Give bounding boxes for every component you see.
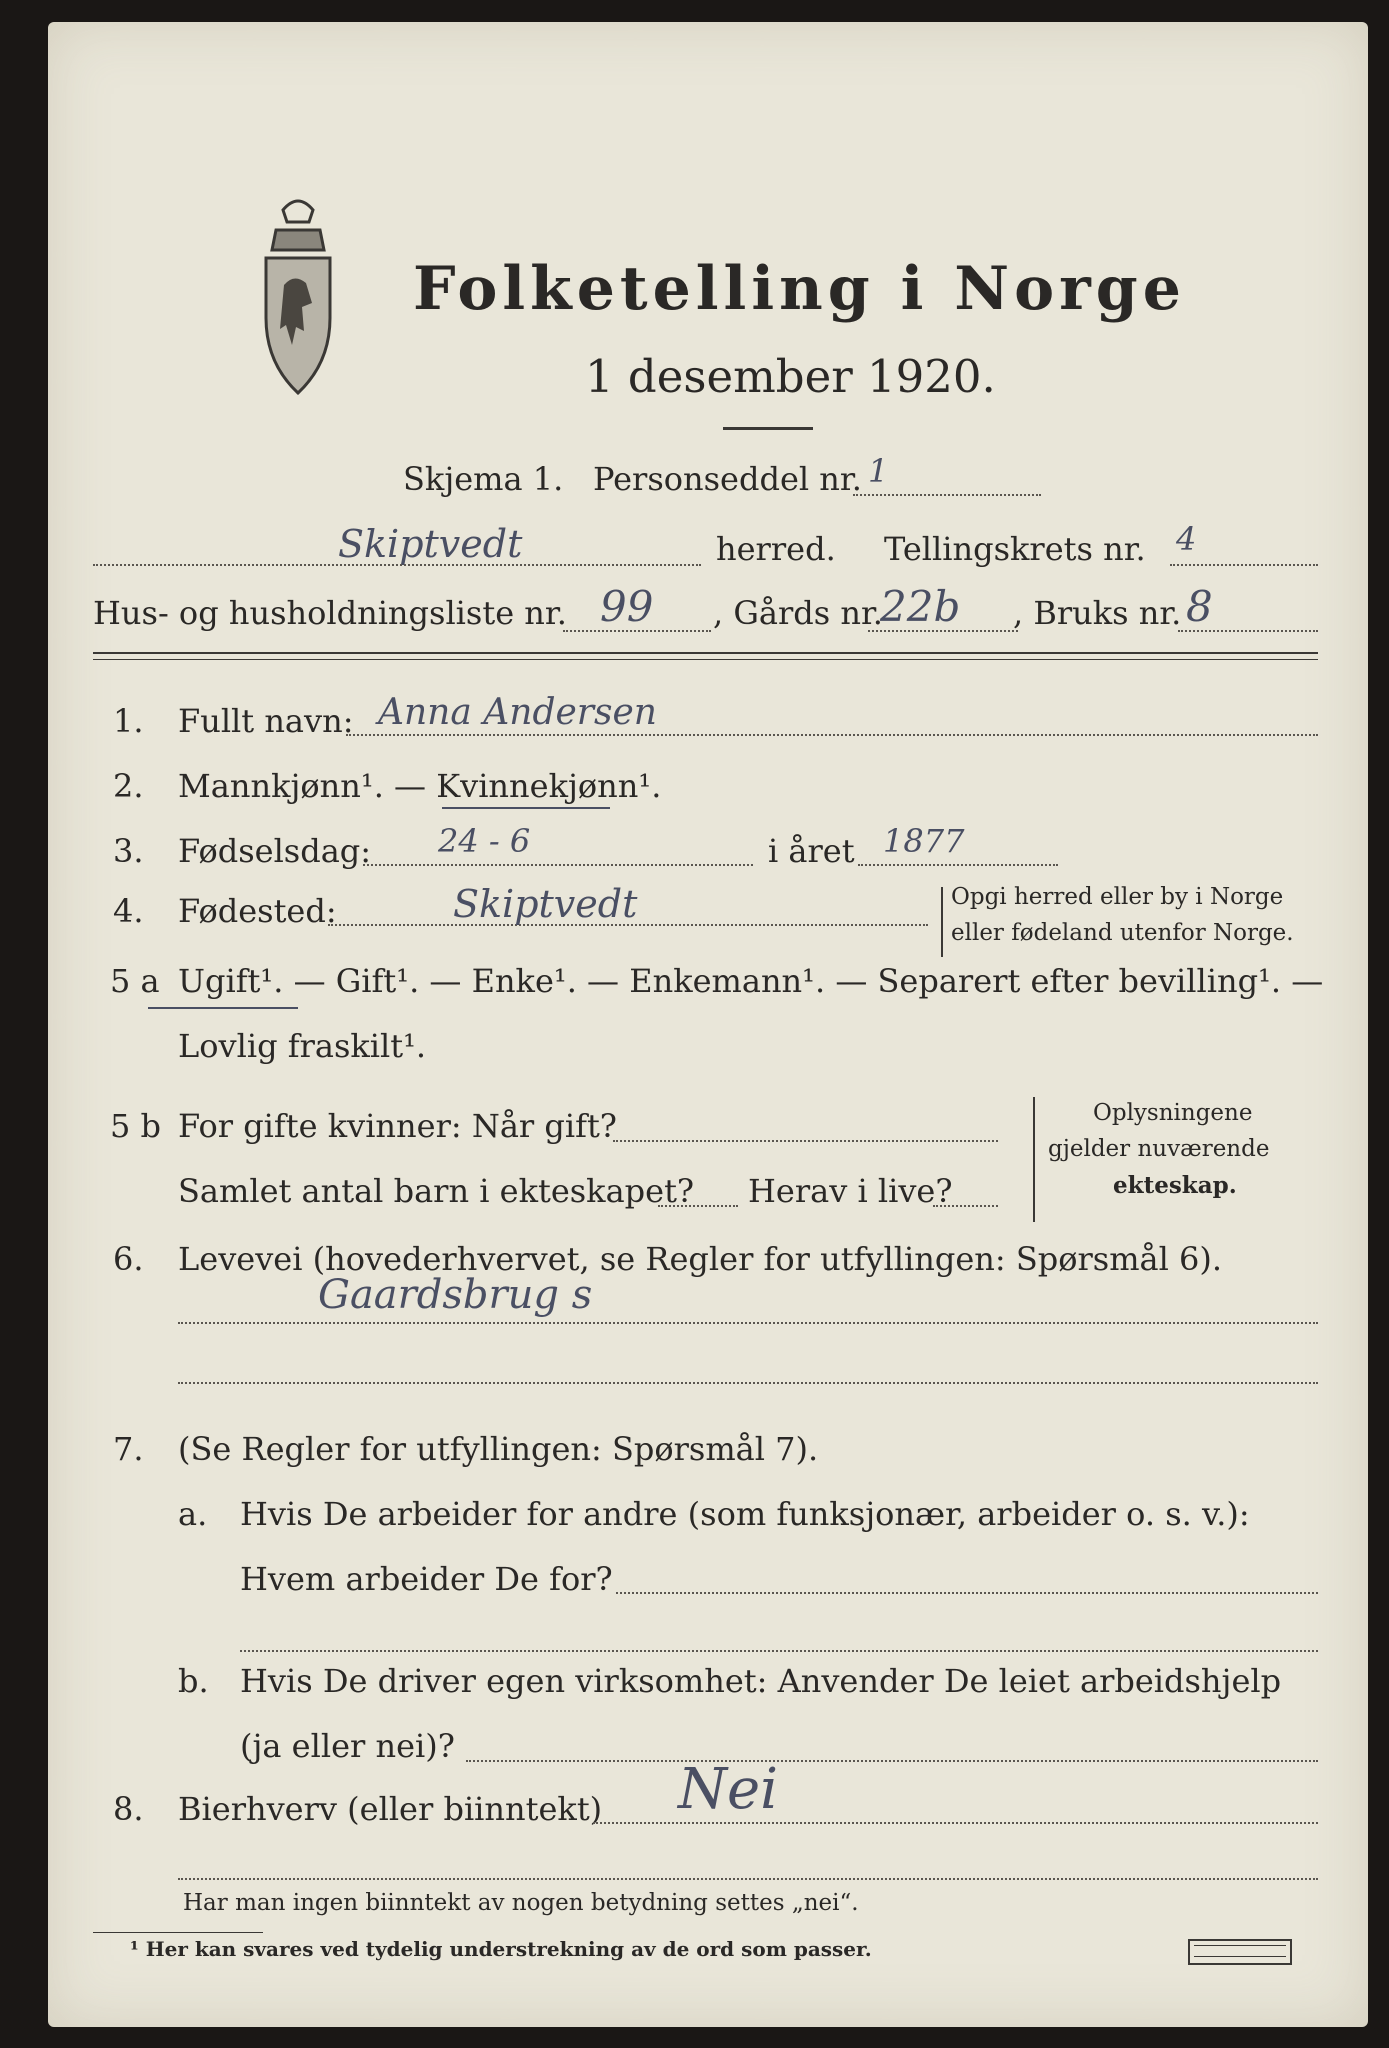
- q2-label: Mannkjønn¹. — Kvinnekjønn¹.: [178, 767, 662, 805]
- bruks-value[interactable]: 8: [1186, 582, 1213, 631]
- q2-number: 2.: [113, 767, 144, 805]
- q3-day-field-line: [363, 864, 753, 866]
- gards-value[interactable]: 22b: [880, 582, 961, 631]
- tellingskrets-value[interactable]: 4: [1176, 520, 1197, 558]
- footnote-divider: [93, 1932, 263, 1933]
- form-title: Folketelling i Norge: [413, 254, 1186, 324]
- footer-note: Har man ingen biinntekt av nogen betydning settes „nei“.: [183, 1890, 859, 1916]
- q1-field-line: [346, 734, 1318, 736]
- q7b-letter: b.: [178, 1662, 209, 1700]
- q1-number: 1.: [113, 702, 144, 740]
- q3-year-field-line: [858, 864, 1058, 866]
- herred-value[interactable]: Skiptvedt: [338, 522, 523, 566]
- q4-label: Fødested:: [178, 892, 337, 930]
- q3-number: 3.: [113, 832, 144, 870]
- q8-label: Bierhverv (eller biinntekt): [178, 1790, 603, 1828]
- q6-occupation-value[interactable]: Gaardsbrug s: [318, 1272, 593, 1318]
- q5b-married-field-line: [613, 1140, 998, 1142]
- schema-label: Skjema 1.: [403, 460, 564, 498]
- census-form-page: [48, 22, 1368, 2027]
- q6-label: Levevei (hovederhvervet, se Regler for utfyllingen: Spørsmål 6).: [178, 1240, 1223, 1278]
- census-date: 1 desember 1920.: [585, 350, 996, 403]
- q8-side-income-value[interactable]: Nei: [678, 1757, 779, 1822]
- q3-day-value[interactable]: 24 - 6: [438, 822, 531, 860]
- personseddel-field-line: [853, 494, 1041, 496]
- personseddel-label: Personseddel nr.: [593, 460, 862, 498]
- q5b-note-line1: Oplysningene: [1093, 1100, 1253, 1126]
- q5b-number: 5 b: [110, 1107, 162, 1145]
- q4-number: 4.: [113, 892, 144, 930]
- q5b-alive-field-line: [933, 1205, 998, 1207]
- q4-note-brace: [941, 887, 943, 957]
- q7b-label: Hvis De driver egen virksomhet: Anvender De leiet arbeidshjelp: [240, 1662, 1282, 1700]
- q8-field-line: [593, 1822, 1318, 1824]
- bruks-label: , Bruks nr.: [1013, 594, 1182, 632]
- q7a-label: Hvis De arbeider for andre (som funksjonær, arbeider o. s. v.):: [240, 1495, 1250, 1533]
- q7-label: (Se Regler for utfyllingen: Spørsmål 7).: [178, 1430, 819, 1468]
- q7a-employer-label: Hvem arbeider De for?: [240, 1560, 613, 1598]
- q5a-label-continued: Lovlig fraskilt¹.: [178, 1027, 427, 1065]
- q4-note-line1: Opgi herred eller by i Norge: [951, 884, 1284, 910]
- q5b-note-line2: gjelder nuværende: [1048, 1136, 1270, 1162]
- q8-field-line-2: [178, 1878, 1318, 1880]
- q7-number: 7.: [113, 1430, 144, 1468]
- husliste-label: Hus- og husholdningsliste nr.: [93, 594, 567, 632]
- q3-year-label: i året: [768, 832, 855, 870]
- q5b-children-field-line: [658, 1205, 738, 1207]
- q6-field-line-1: [178, 1322, 1318, 1324]
- q5b-note-brace: [1033, 1097, 1035, 1222]
- tellingskrets-field-line: [1170, 564, 1318, 566]
- q5b-children-label: Samlet antal barn i ekteskapet?: [178, 1172, 695, 1210]
- herred-label: herred.: [716, 530, 836, 568]
- q6-field-line-2: [178, 1382, 1318, 1384]
- q5b-alive-label: Herav i live?: [748, 1172, 953, 1210]
- q2-selection-underline: [442, 807, 610, 809]
- q5b-label: For gifte kvinner: Når gift?: [178, 1107, 617, 1145]
- q1-full-name-value[interactable]: Anna Andersen: [378, 692, 657, 733]
- coat-of-arms-icon: [248, 190, 348, 410]
- q7b-label-continued: (ja eller nei)?: [240, 1727, 455, 1765]
- herred-field-line: [93, 564, 701, 566]
- header-divider-1: [93, 652, 1318, 654]
- gards-label: , Gårds nr.: [713, 594, 883, 632]
- q7b-field-line: [466, 1760, 1318, 1762]
- q4-note-line2: eller fødeland utenfor Norge.: [951, 920, 1294, 946]
- q7a-employer-field-line: [616, 1592, 1318, 1594]
- q3-year-value[interactable]: 1877: [883, 822, 965, 860]
- footnote: ¹ Her kan svares ved tydelig understrekning av de ord som passer.: [130, 1937, 872, 1961]
- header-divider-2: [93, 659, 1318, 660]
- husliste-value[interactable]: 99: [600, 582, 654, 631]
- personseddel-value[interactable]: 1: [868, 452, 889, 490]
- q5b-note-line3: ekteskap.: [1113, 1172, 1237, 1199]
- q5a-label: Ugift¹. — Gift¹. — Enke¹. — Enkemann¹. — Separert efter bevilling¹. —: [178, 962, 1324, 1000]
- q3-label: Fødselsdag:: [178, 832, 372, 870]
- q7a-letter: a.: [178, 1495, 208, 1533]
- q7a-field-line-2: [240, 1650, 1318, 1652]
- tellingskrets-label: Tellingskrets nr.: [884, 530, 1146, 568]
- q4-birthplace-value[interactable]: Skiptvedt: [453, 882, 638, 926]
- q8-number: 8.: [113, 1790, 144, 1828]
- printer-stamp: [1188, 1939, 1292, 1965]
- q5a-selection-underline: [148, 1007, 298, 1009]
- q5a-number: 5 a: [110, 962, 160, 1000]
- q6-number: 6.: [113, 1240, 144, 1278]
- title-divider: [723, 427, 813, 430]
- q1-label: Fullt navn:: [178, 702, 354, 740]
